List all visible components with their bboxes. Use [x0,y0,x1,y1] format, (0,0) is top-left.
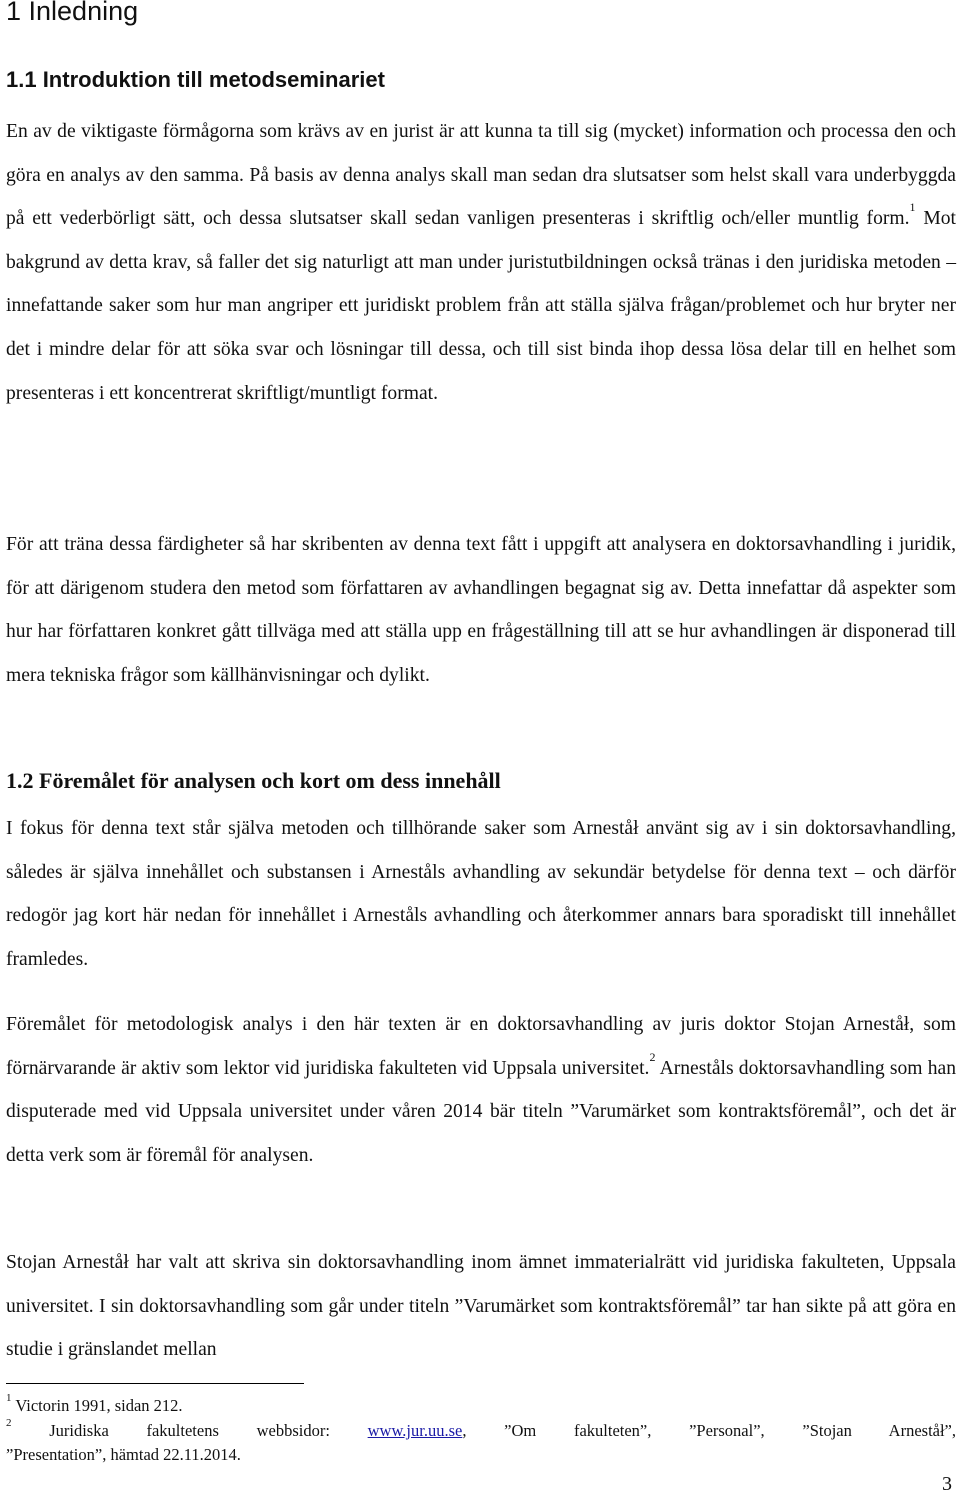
chapter-heading: 1 Inledning [6,0,139,26]
footnote-1-text: Victorin 1991, sidan 212. [11,1396,183,1415]
paragraph-training: För att träna dessa färdigheter så har skribenten av denna text fått i uppgift att analysera en doktorsavhandling i juridik, för att därigenom studera den metod som författaren av avhandlingen begagnat sig av. Detta innefattar då aspekter som hur har författaren konkret gått tillväga med att ställa upp en frågeställning till att se hur avhandlingen är disponerad till mera tekniska frågor som källhänvisningar och dylikt. [6,534,956,686]
footnote-ref-1[interactable]: 1 [909,200,916,215]
footnote-2-number: 2 [6,1417,12,1429]
footnote-ref-2[interactable]: 2 [649,1049,656,1064]
footnote-separator [6,1383,304,1384]
paragraph-intro-text-a: En av de viktigaste förmågorna som krävs av en jurist är att kunna ta till sig (mycket) information och processa den och göra en analys av den samma. På basis av denna analys skall man sedan dra slutsatser som helst skall vara underbyggda på ett vederbörligt sätt, och dessa slutsatser skall sedan vanligen presenteras i skriftlig och/eller muntlig form. [6,121,956,230]
page-number: 3 [942,1473,952,1495]
footnote-1-number: 1 [6,1392,12,1404]
section-heading-1-1: 1.1 Introduktion till metodseminariet [6,67,385,92]
paragraph-topic: Stojan Arneståł har valt att skriva sin doktorsavhandling inom ämnet immaterialrätt vid juridiska fakulteten, Uppsala universitet. I sin doktorsavhandling som går under titeln ”Varumärket som kontraktsföremål” tar han sikte på att göra en studie i gränslandet mellan [6,1252,956,1361]
section-heading-1-2: 1.2 Föremålet för analysen och kort om dess innehåll [6,768,501,793]
footnote-2-continuation: ”Presentation”, hämtad 22.11.2014. [6,1445,241,1464]
footnote-2-text-post: , ”Om fakulteten”, ”Personal”, ”Stojan Arneståł”, [462,1421,957,1440]
footnote-2 [6,1419,956,1443]
paragraph-subject [6,1003,956,1177]
paragraph-intro-text-b: Mot bakgrund av detta krav, så faller det sig naturligt att man under juristutbildningen också tränas i den juridiska metoden – innefattande saker som hur man angriper ett juridiskt problem från att ställa själva frågan/problemet och hur bryter ner det i mindre delar för att söka svar och lösningar till dessa, och till sist binda ihop dessa lösa delar till en helhet som presenteras i ett koncentrerat skriftligt/muntligt format. [6,208,956,404]
paragraph-focus: I fokus för denna text står själva metoden och tillhörande saker som Arneståł använt sig av i sin doktorsavhandling, således är själva innehållet och substansen i Arneståls avhandling av sekundär betydelse för denna text – och därför redogör jag kort här nedan för innehållet i Arneståls avhandling och återkommer annars bara sporadiskt till innehållet framledes. [6,818,956,970]
paragraph-intro [6,110,956,415]
paragraph-subject-text-a: Föremålet för metodologisk analys i den här texten är en doktorsavhandling av juris doktor Stojan Arneståł, som förnärvarande är aktiv som lektor vid juridiska fakulteten vid Uppsala universitet. [6,1014,956,1079]
footnote-2-text-pre: Juridiska fakultetens webbsidor: [11,1421,368,1440]
paragraph-subject-text-b: Arneståls doktorsavhandling som han disputerade med vid Uppsala universitet under våren 2014 bär titeln ”Varumärket som kontraktsföremål”, och det är detta verk som är föremål för analysen. [6,1057,956,1166]
footnote-2-link[interactable]: www.jur.uu.se [367,1421,463,1440]
footnote-1 [6,1394,956,1418]
